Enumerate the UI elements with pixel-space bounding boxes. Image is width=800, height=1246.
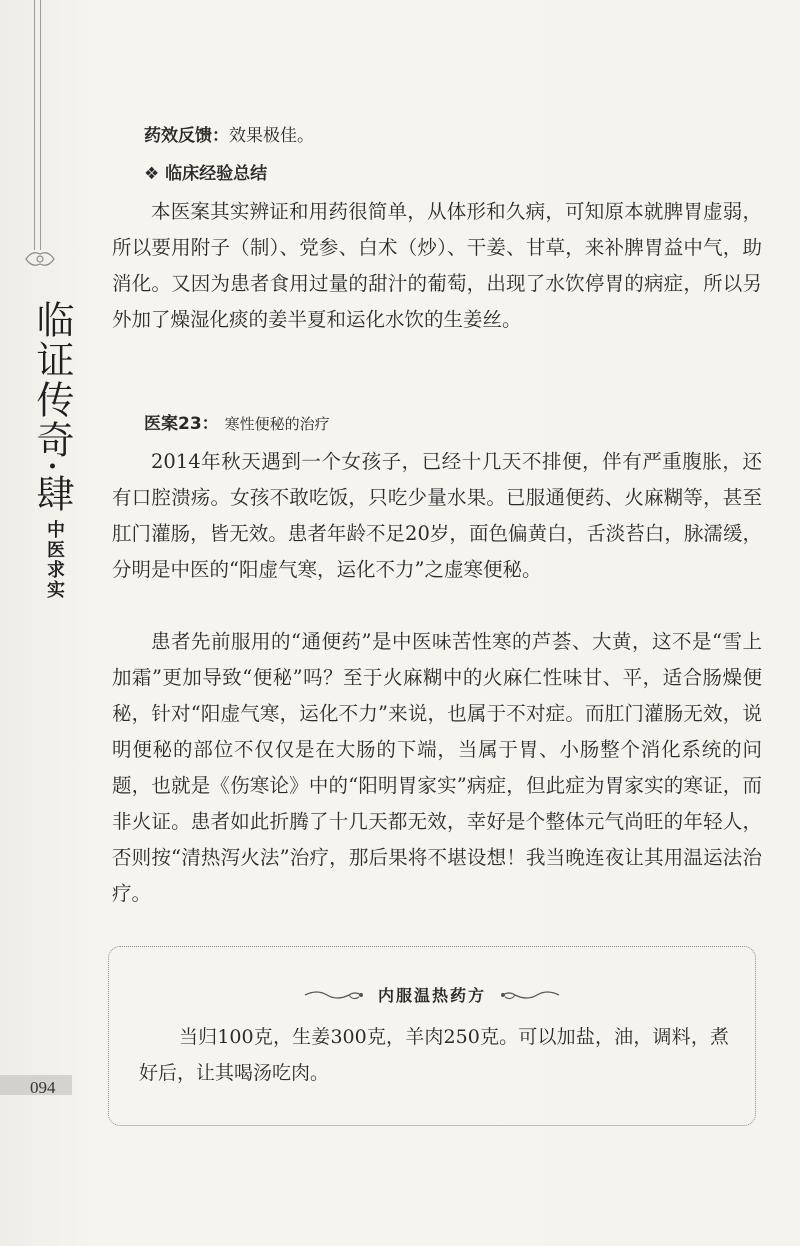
case-label: 医案23：	[144, 414, 219, 434]
ornament-icon	[24, 248, 56, 270]
feedback-label: 药效反馈：	[144, 126, 229, 146]
margin-rule	[34, 0, 35, 250]
recipe-text: 当归100克，生姜300克，羊肉250克。可以加盐，油，调料，煮好后，让其喝汤吃肉。	[139, 1026, 729, 1084]
recipe-title-row	[109, 983, 755, 1007]
feedback-text: 效果极佳。	[229, 126, 314, 146]
flourish-right-icon	[499, 987, 561, 1003]
section-heading	[144, 156, 267, 192]
case-title: 寒性便秘的治疗	[224, 415, 330, 433]
book-title: 临证传奇·肆	[30, 300, 74, 515]
margin-rule	[40, 0, 41, 250]
section-heading-text: 临床经验总结	[165, 164, 268, 184]
paragraph-summary: 本医案其实辨证和用药很简单，从体形和久病，可知原本就脾胃虚弱，所以要用附子（制）、党参、白术（炒）、干姜、甘草，来补脾胃益中气，助消化。又因为患者食用过量的甜汁的葡萄，出现了水饮停胃的病症，所以另外加了燥湿化痰的姜半夏和运化水饮的生姜丝。	[112, 200, 762, 331]
flourish-left-icon	[303, 987, 365, 1003]
recipe-box	[108, 946, 756, 1126]
paragraph-case-analysis: 患者先前服用的“通便药”是中医味苦性寒的芦荟、大黄，这不是“雪上加霜”更加导致“便秘”吗？至于火麻糊中的火麻仁性味甘、平，适合肠燥便秘，针对“阳虚气寒，运化不力”来说，也属于不对症。而肛门灌肠无效，说明便秘的部位不仅仅是在大肠的下端，当属于胃、小肠整个消化系统的问题，也就是《伤寒论》中的“阳明胃家实”病症，但此症为胃家实的寒证，而非火证。患者如此折腾了十几天都无效，幸好是个整体元气尚旺的年轻人，否则按“清热泻火法”治疗，那后果将不堪设想！我当晚连夜让其用温运法治疗。	[112, 630, 762, 905]
book-subtitle: 中医求实	[44, 520, 65, 600]
feedback-line	[144, 118, 314, 154]
page-number: 094	[30, 1078, 56, 1097]
diamond-icon: ❖	[144, 164, 160, 184]
case-heading	[144, 406, 330, 442]
paragraph-case-intro: 2014年秋天遇到一个女孩子，已经十几天不排便，伴有严重腹胀，还有口腔溃疡。女孩不敢吃饭，只吃少量水果。已服通便药、火麻糊等，甚至肛门灌肠，皆无效。患者年龄不足20岁，面色偏黄白，舌淡苔白，脉濡缓，分明是中医的“阳虚气寒，运化不力”之虚寒便秘。	[112, 450, 762, 581]
recipe-title: 内服温热药方	[377, 986, 486, 1005]
